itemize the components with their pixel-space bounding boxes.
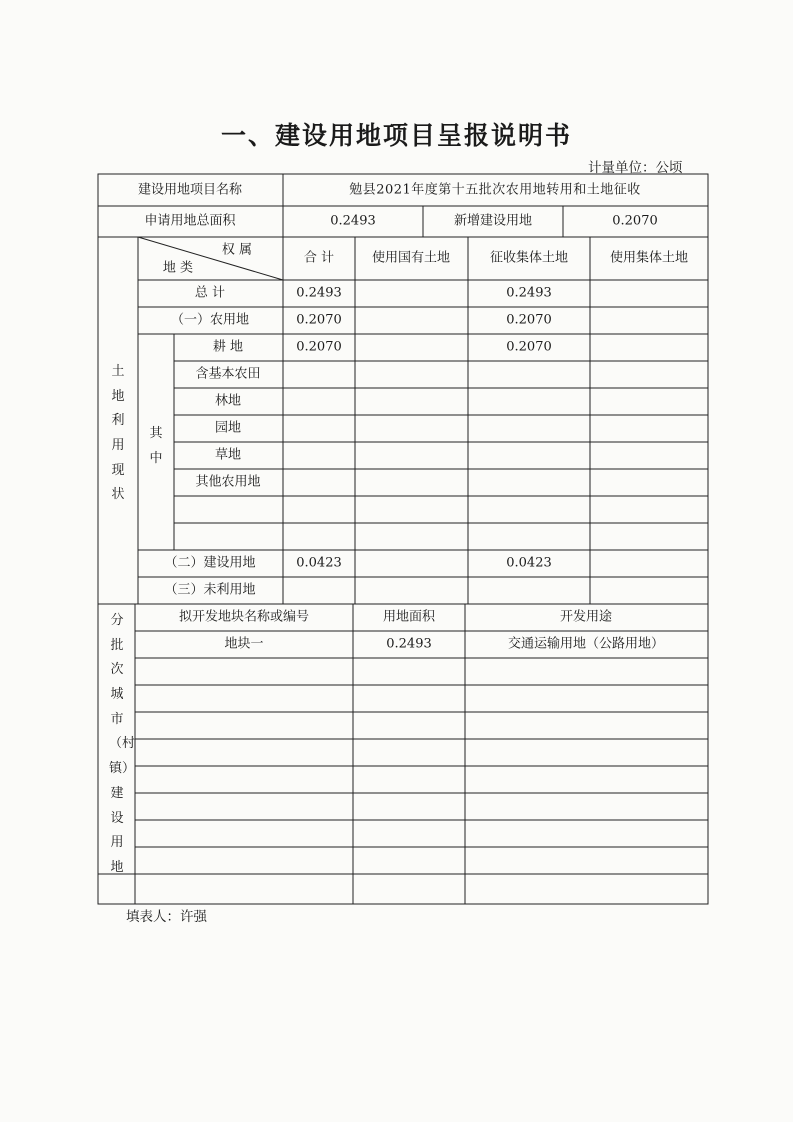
total-area-label: 申请用地总面积: [144, 213, 236, 229]
batch-cell-area: 0.2493: [386, 636, 432, 652]
total-area-value: 0.2493: [330, 213, 376, 229]
unit-label: 计量单位：公顷: [588, 160, 683, 176]
row-label-other-farmland: 其他农用地: [195, 474, 261, 490]
cell-collect: 0.0423: [506, 555, 552, 571]
category-label: 地 类: [162, 260, 194, 276]
cell-total: 0.2070: [296, 312, 342, 328]
cell-total: 0.0423: [296, 555, 342, 571]
col-collect-header: 征收集体土地: [489, 250, 569, 266]
cell-collect: 0.2070: [506, 339, 552, 355]
new-build-label: 新增建设用地: [453, 213, 533, 229]
batch-header-use: 开发用途: [559, 609, 613, 625]
col-total-header: 合 计: [303, 250, 335, 266]
row-label-basic-farmland: 含基本农田: [195, 366, 261, 382]
row-label-garden: 园地: [214, 420, 242, 436]
filler-label: 填表人：许强: [126, 909, 207, 925]
sub-items-label: 其中: [149, 426, 163, 466]
row-label-farmland: （一）农用地: [170, 312, 250, 328]
cell-collect: 0.2070: [506, 312, 552, 328]
project-name-label: 建设用地项目名称: [137, 182, 243, 198]
ownership-label: 权 属: [221, 242, 253, 258]
row-label-construction: （二）建设用地: [164, 555, 256, 571]
document-title: 一、建设用地项目呈报说明书: [220, 121, 572, 150]
row-label-forest: 林地: [214, 393, 242, 409]
row-label-grassland: 草地: [214, 447, 242, 463]
cell-total: 0.2493: [296, 285, 342, 301]
col-state-header: 使用国有土地: [371, 250, 451, 266]
cell-total: 0.2070: [296, 339, 342, 355]
cell-collect: 0.2493: [506, 285, 552, 301]
batch-section-label: 分批次城市（村镇）建设用地: [109, 613, 136, 875]
batch-header-area: 用地面积: [382, 609, 436, 625]
batch-cell-name: 地块一: [224, 636, 264, 652]
row-label-grand-total: 总 计: [194, 285, 226, 301]
col-collective-header: 使用集体土地: [609, 250, 689, 266]
new-build-value: 0.2070: [612, 213, 658, 229]
row-label-cultivated: 耕 地: [212, 339, 244, 355]
batch-cell-use: 交通运输用地（公路用地）: [507, 636, 665, 652]
row-label-unused: （三）未利用地: [164, 582, 256, 598]
batch-header-name: 拟开发地块名称或编号: [178, 609, 310, 625]
project-name-value: 勉县2021年度第十五批次农用地转用和土地征收: [349, 182, 641, 198]
land-use-section-label: 土地利用现状: [111, 364, 125, 503]
